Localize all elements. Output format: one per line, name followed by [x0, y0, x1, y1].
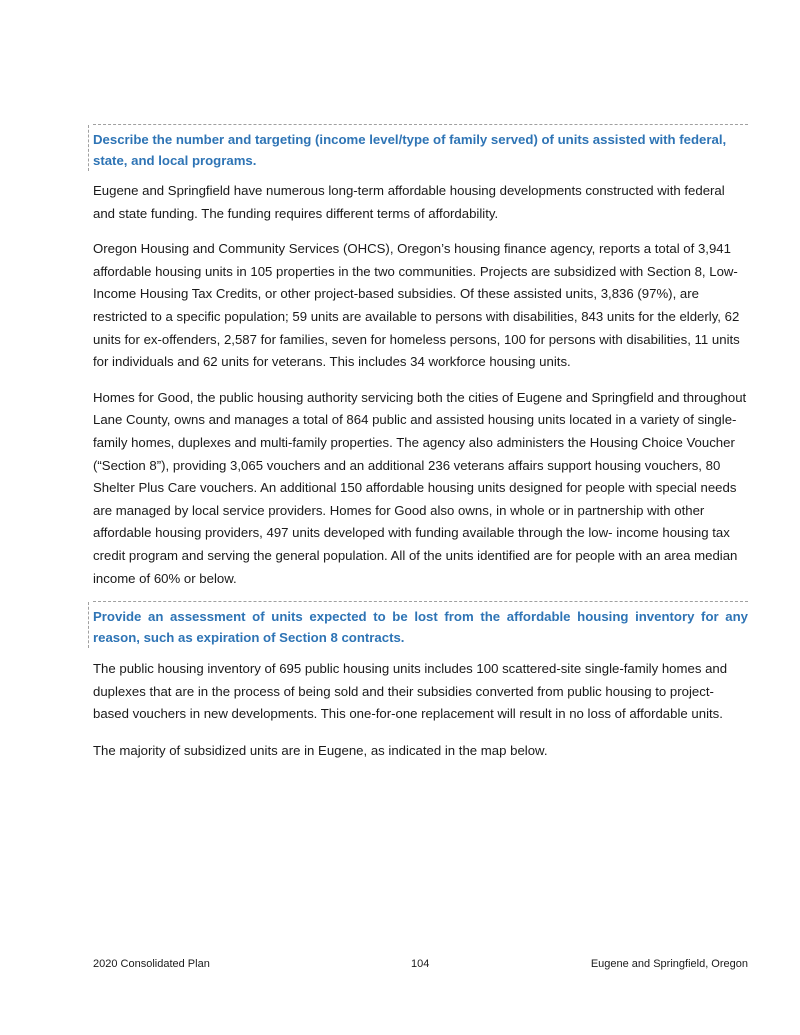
- page-footer: [93, 958, 748, 974]
- paragraph-long-term-developments: Eugene and Springfield have numerous long-term affordable housing developments constructed with federal and state funding. The funding requires different terms of affordability.: [93, 183, 725, 221]
- footer-document-title: 2020 Consolidated Plan: [93, 958, 210, 970]
- paragraph-public-housing-inventory: The public housing inventory of 695 public housing units includes 100 scattered-site single-family homes and duplexes that are in the process of being sold and their subsidies converted from public housing to project-based vouchers in new developments. This one-for-one replacement will result in no loss of affordable units.: [93, 661, 728, 722]
- footer-jurisdiction: Eugene and Springfield, Oregon: [590, 958, 748, 970]
- footer-page-number: 104: [411, 958, 430, 970]
- section-question-units-assisted: Describe the number and targeting (income level/type of family served) of units assisted with federal, state, and local programs.: [93, 124, 748, 171]
- paragraph-ohcs-report: Oregon Housing and Community Services (OHCS), Oregon’s housing finance agency, reports a total of 3,941 affordable housing units in 105 properties in the two communities. Projects are subsidized with Section 8, Low-Income Housing Tax Credits, or other project-based subsidies. Of these assisted units, 3,836 (97%), are restricted to a specific population; 59 units are available to persons with disabilities, 843 units for the elderly, 62 units for ex-offenders, 2,587 for families, seven for homeless persons, 100 for persons with disabilities, 11 units for individuals and 62 units for veterans. This includes 34 workforce housing units.: [93, 241, 740, 370]
- page-content: [93, 124, 748, 762]
- paragraph-majority-in-eugene: The majority of subsidized units are in Eugene, as indicated in the map below.: [93, 742, 548, 758]
- paragraph-homes-for-good: Homes for Good, the public housing authority servicing both the cities of Eugene and Springfield and throughout Lane County, owns and manages a total of 864 public and assisted housing units located in a variety of single-family homes, duplexes and multi-family properties. The agency also administers the Housing Choice Voucher (“Section 8”), providing 3,065 vouchers and an additional 236 veterans affairs support housing vouchers, 80 Shelter Plus Care vouchers. An additional 150 affordable housing units designed for people with special needs are managed by local service providers. Homes for Good also owns, in whole or in partnership with other affordable housing providers, 497 units developed with funding available through the low- income housing tax credit program and serving the general population. All of the units identified are for people with an area median income of 60% or below.: [93, 389, 747, 586]
- section-question-units-lost: Provide an assessment of units expected to be lost from the affordable housing inventory for any reason, such as expiration of Section 8 contracts.: [93, 601, 748, 648]
